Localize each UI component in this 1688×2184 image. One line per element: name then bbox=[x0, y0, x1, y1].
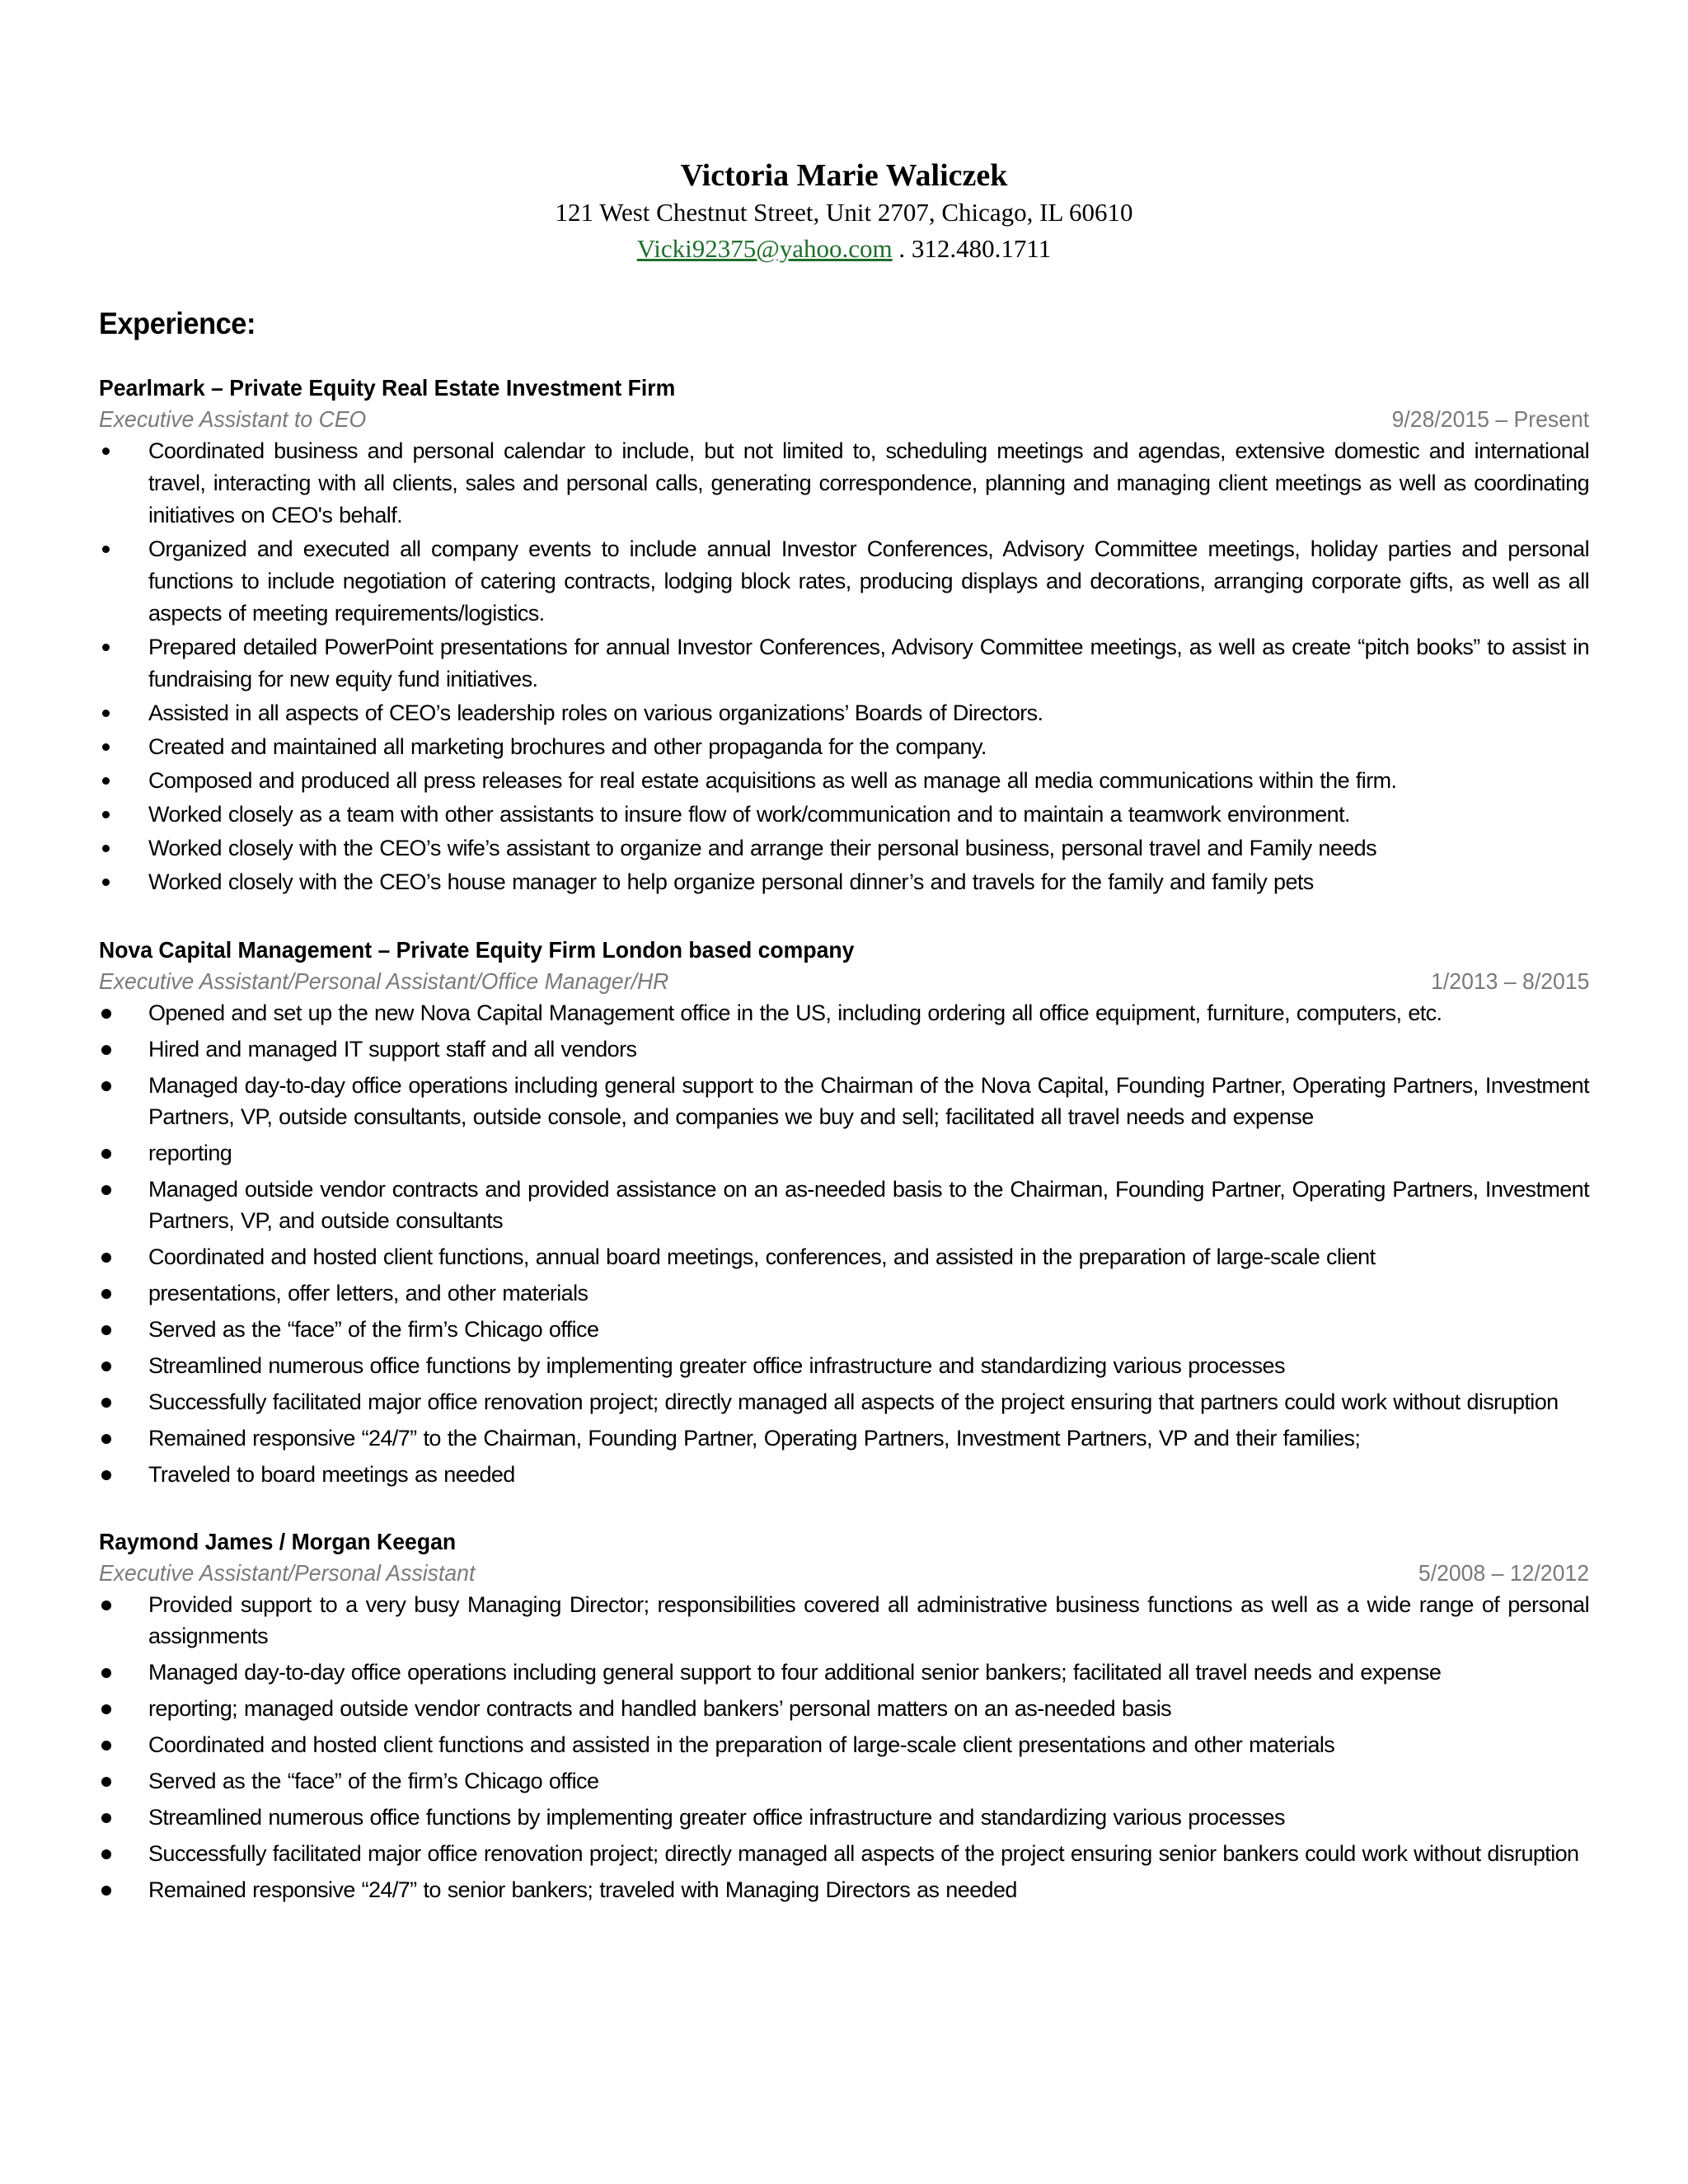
bullet-item: Remained responsive “24/7” to senior bankers; traveled with Managing Directors as needed bbox=[99, 1874, 1589, 1905]
bullet-item: Worked closely with the CEO’s house manager to help organize personal dinner’s and travels for the family and family pets bbox=[99, 866, 1589, 898]
bullet-item: Worked closely as a team with other assistants to insure flow of work/communication and to maintain a teamwork environment. bbox=[99, 799, 1589, 831]
job-bullets bbox=[99, 997, 1589, 1490]
bullet-item: Managed day-to-day office operations including general support to the Chairman of the Nova Capital, Founding Partner, Operating Partners, Investment Partners, VP, outside consultants, outside console, and companies we buy and sell; facilitated all travel needs and expense bbox=[99, 1070, 1589, 1132]
job-bullets bbox=[99, 435, 1589, 898]
bullet-item: Coordinated business and personal calendar to include, but not limited to, scheduling meetings and agendas, extensive domestic and international travel, interacting with all clients, sales and personal calls, generating correspondence, planning and managing client meetings as well as coordinating initiatives on CEO's behalf. bbox=[99, 435, 1589, 532]
bullet-item: Managed day-to-day office operations including general support to four additional senior bankers; facilitated all travel needs and expense bbox=[99, 1657, 1589, 1688]
phone-number: 312.480.1711 bbox=[911, 234, 1052, 263]
bullet-item: Opened and set up the new Nova Capital Management office in the US, including ordering all office equipment, furniture, computers, etc. bbox=[99, 997, 1589, 1029]
bullet-item: Coordinated and hosted client functions, annual board meetings, conferences, and assisted in the preparation of large-scale client bbox=[99, 1241, 1589, 1272]
job-entry bbox=[99, 1526, 1589, 1905]
resume-page bbox=[99, 157, 1589, 1910]
bullet-item: Successfully facilitated major office renovation project; directly managed all aspects of the project ensuring that partners could work without disruption bbox=[99, 1386, 1589, 1418]
contact-line bbox=[99, 231, 1589, 267]
section-title-experience: Experience: bbox=[99, 307, 256, 340]
bullet-item: Coordinated and hosted client functions and assisted in the preparation of large-scale client presentations and other materials bbox=[99, 1729, 1589, 1760]
job-dates: 9/28/2015 – Present bbox=[1391, 406, 1589, 432]
bullet-item: Managed outside vendor contracts and provided assistance on an as-needed basis to the Chairman, Founding Partner, Operating Partners, Investment Partners, VP, and outside consultants bbox=[99, 1174, 1589, 1236]
contact-separator: . bbox=[892, 234, 912, 263]
job-bullets bbox=[99, 1589, 1589, 1905]
job-entry bbox=[99, 935, 1589, 1490]
job-dates: 1/2013 – 8/2015 bbox=[1430, 968, 1589, 994]
bullet-item: Streamlined numerous office functions by implementing greater office infrastructure and standardizing various processes bbox=[99, 1802, 1589, 1833]
bullet-item: Assisted in all aspects of CEO’s leadership roles on various organizations’ Boards of Directors. bbox=[99, 697, 1589, 729]
bullet-item: reporting; managed outside vendor contracts and handled bankers’ personal matters on an as-needed basis bbox=[99, 1693, 1589, 1724]
bullet-item: Remained responsive “24/7” to the Chairman, Founding Partner, Operating Partners, Investment Partners, VP and their families; bbox=[99, 1422, 1589, 1454]
email-link[interactable]: Vicki92375@yahoo.com bbox=[636, 234, 893, 263]
company-name: Pearlmark – Private Equity Real Estate Investment Firm bbox=[99, 375, 676, 401]
bullet-item: Traveled to board meetings as needed bbox=[99, 1459, 1589, 1490]
bullet-item: Provided support to a very busy Managing Director; responsibilities covered all administrative business functions as well as a wide range of personal assignments bbox=[99, 1589, 1589, 1652]
candidate-name: Victoria Marie Waliczek bbox=[680, 158, 1008, 193]
role-row bbox=[99, 1558, 1589, 1589]
job-dates: 5/2008 – 12/2012 bbox=[1418, 1560, 1589, 1586]
bullet-item: Prepared detailed PowerPoint presentations for annual Investor Conferences, Advisory Committee meetings, as well as create “pitch books” to assist in fundraising for new equity fund initiatives. bbox=[99, 631, 1589, 696]
job-entry bbox=[99, 373, 1589, 898]
role-row bbox=[99, 966, 1589, 997]
bullet-item: reporting bbox=[99, 1137, 1589, 1169]
bullet-item: presentations, offer letters, and other materials bbox=[99, 1277, 1589, 1309]
bullet-item: Hired and managed IT support staff and all vendors bbox=[99, 1033, 1589, 1065]
company-name: Raymond James / Morgan Keegan bbox=[99, 1529, 457, 1554]
job-title: Executive Assistant/Personal Assistant bbox=[99, 1560, 476, 1586]
resume-header bbox=[99, 157, 1589, 267]
bullet-item: Created and maintained all marketing brochures and other propaganda for the company. bbox=[99, 731, 1589, 763]
bullet-item: Organized and executed all company events to include annual Investor Conferences, Advisory Committee meetings, holiday parties and personal functions to include negotiation of catering contracts, lodging block rates, producing displays and decorations, arranging corporate gifts, as well as all aspects of meeting requirements/logistics. bbox=[99, 533, 1589, 630]
job-title: Executive Assistant/Personal Assistant/Office Manager/HR bbox=[99, 968, 669, 994]
bullet-item: Served as the “face” of the firm’s Chicago office bbox=[99, 1765, 1589, 1797]
role-row bbox=[99, 404, 1589, 435]
bullet-item: Composed and produced all press releases for real estate acquisitions as well as manage all media communications within the firm. bbox=[99, 765, 1589, 797]
job-title: Executive Assistant to CEO bbox=[99, 406, 367, 432]
bullet-item: Worked closely with the CEO’s wife’s assistant to organize and arrange their personal business, personal travel and Family needs bbox=[99, 832, 1589, 865]
bullet-item: Successfully facilitated major office renovation project; directly managed all aspects of the project ensuring senior bankers could work without disruption bbox=[99, 1838, 1589, 1869]
company-name: Nova Capital Management – Private Equity Firm London based company bbox=[99, 937, 855, 963]
bullet-item: Streamlined numerous office functions by implementing greater office infrastructure and standardizing various processes bbox=[99, 1350, 1589, 1381]
bullet-item: Served as the “face” of the firm’s Chicago office bbox=[99, 1314, 1589, 1345]
candidate-address: 121 West Chestnut Street, Unit 2707, Chicago, IL 60610 bbox=[555, 198, 1133, 227]
